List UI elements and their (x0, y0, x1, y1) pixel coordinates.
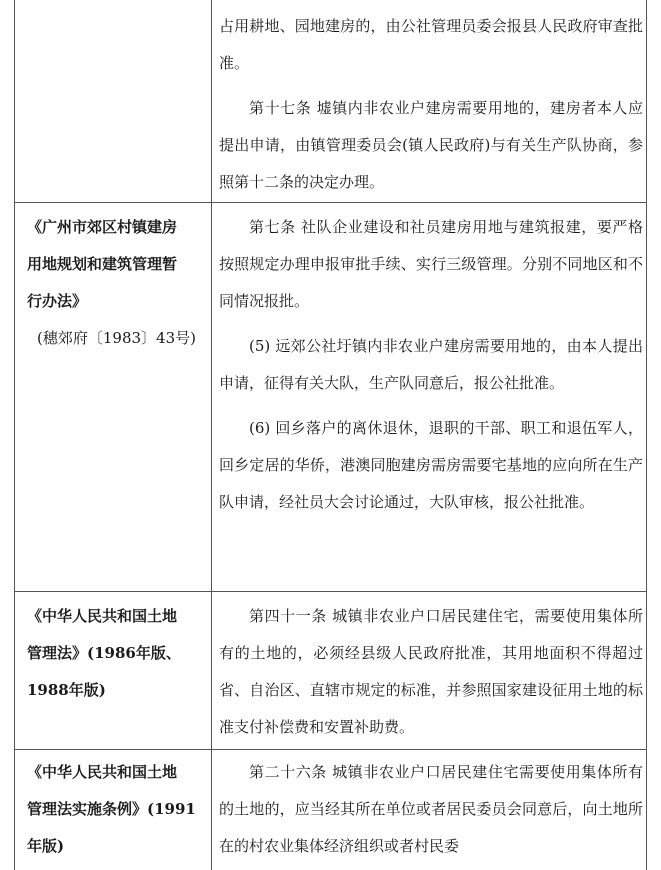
law-title-line: 《广州市郊区村镇建房 (27, 218, 178, 236)
law-title-cell (27, 209, 205, 357)
column-divider (211, 203, 212, 591)
law-title-line: 年版) (27, 837, 65, 855)
table-row (14, 203, 647, 592)
law-title-line: 《中华人民共和国土地 (27, 763, 178, 781)
law-title-cell (27, 598, 205, 709)
law-title-line: 用地规划和建筑管理暂 (27, 255, 178, 273)
provision-cell (219, 209, 643, 521)
provision-paragraph: (5) 远郊公社圩镇内非农业户建房需要用地的，由本人提出申请，征得有关大队，生产队同意后，报公社批准。 (219, 337, 643, 392)
table-row (14, 592, 647, 750)
document-number: (穗郊府〔1983〕43号) (37, 329, 196, 347)
law-title-line: 1988年版) (27, 681, 106, 699)
provision-cell (219, 8, 643, 201)
column-divider (211, 0, 212, 202)
provision-cell (219, 754, 643, 865)
table-row (14, 750, 647, 870)
law-title-line: 《中华人民共和国土地 (27, 607, 178, 625)
law-title-cell (27, 754, 205, 865)
provision-paragraph: 第四十一条 城镇非农业户口居民建住宅，需要使用集体所有的土地的，必须经县级人民政府批准，其用地面积不得超过省、自治区、直辖市规定的标准，并参照国家建设征用土地的标准支付补偿费和安置补助费。 (219, 607, 643, 736)
provision-paragraph: 第二十六条 城镇非农业户口居民建住宅需要使用集体所有的土地的，应当经其所在单位或者居民委员会同意后，向土地所在的村农业集体经济组织或者村民委 (219, 763, 643, 855)
law-title-line: 行办法》 (27, 292, 88, 310)
regulation-table (14, 0, 647, 870)
table-row (14, 0, 647, 203)
law-title-line: 管理法实施条例》(1991 (27, 800, 196, 818)
provision-paragraph: (6) 回乡落户的离休退休，退职的干部、职工和退伍军人，回乡定居的华侨，港澳同胞建房需房需要宅基地的应向所在生产队申请，经社员大会讨论通过，大队审核，报公社批准。 (219, 419, 643, 511)
law-title-line: 管理法》(1986年版、 (27, 644, 181, 662)
provision-paragraph: 第十七条 墟镇内非农业户建房需要用地的，建房者本人应提出申请，由镇管理委员会(镇人民政府)与有关生产队协商，参照第十二条的决定办理。 (219, 99, 643, 191)
column-divider (211, 750, 212, 870)
provision-paragraph: 占用耕地、园地建房的，由公社管理员委会报县人民政府审查批准。 (219, 17, 643, 72)
provision-paragraph: 第七条 社队企业建设和社员建房用地与建筑报建，要严格按照规定办理申报审批手续、实行三级管理。分别不同地区和不同情况报批。 (219, 218, 643, 310)
column-divider (211, 592, 212, 749)
provision-cell (219, 598, 643, 746)
